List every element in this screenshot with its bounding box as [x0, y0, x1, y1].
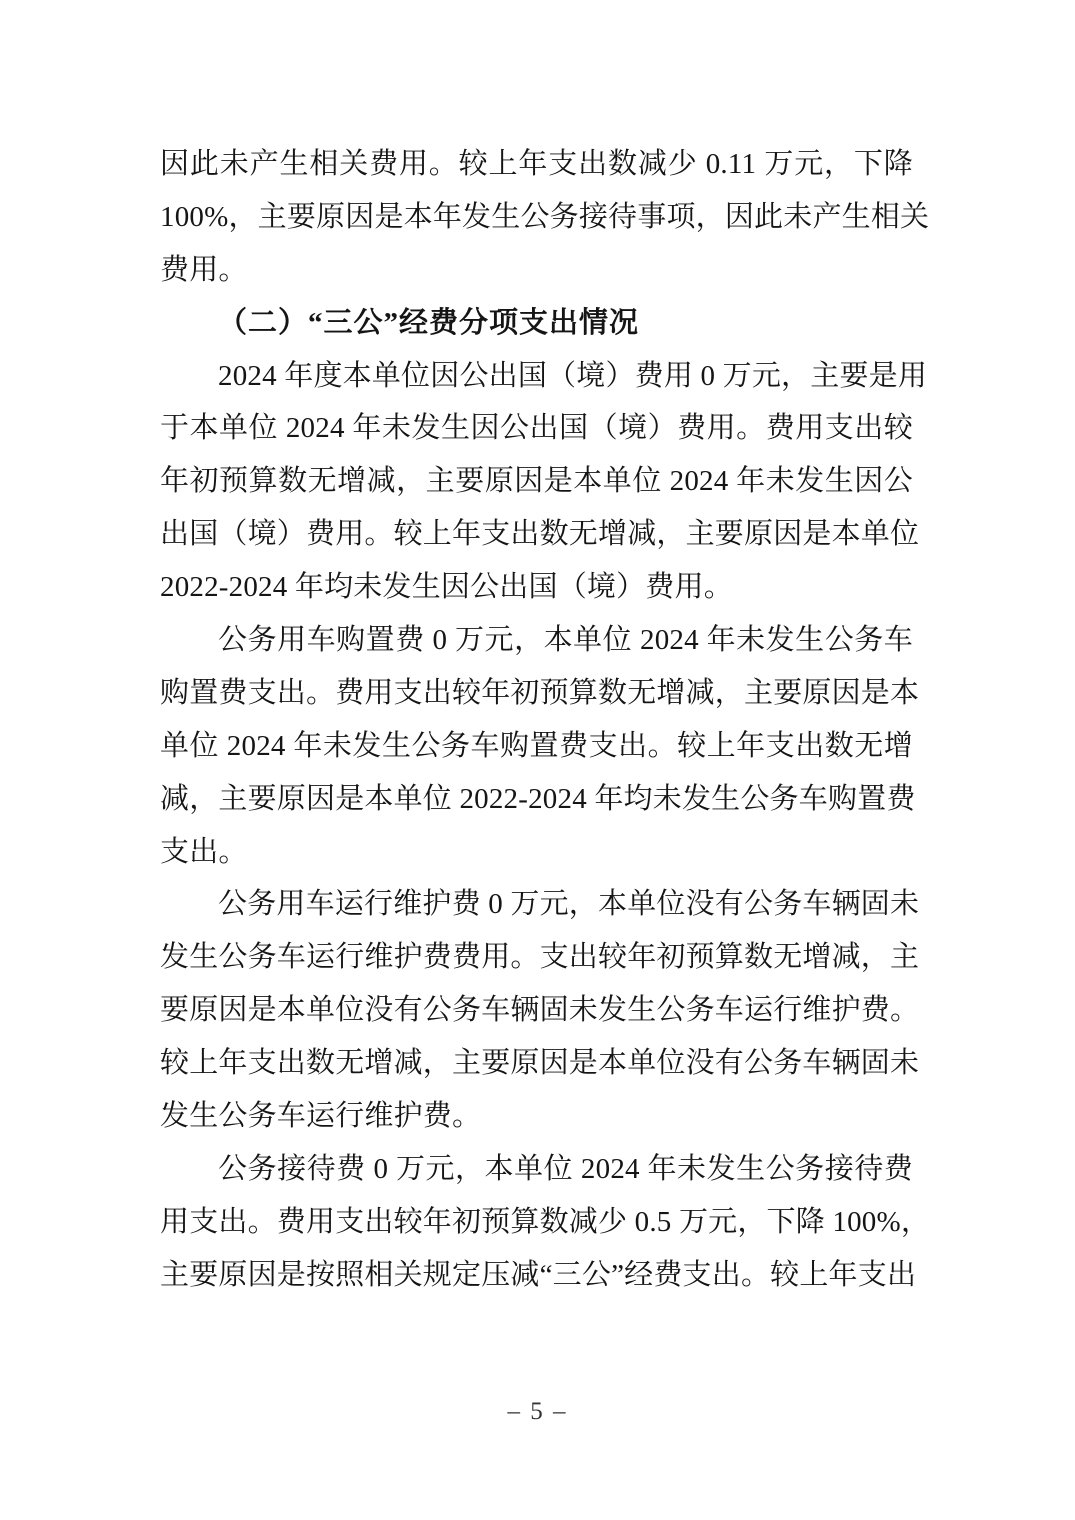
text-line: 因此未产生相关费用。较上年支出数减少 0.11 万元，下降: [160, 148, 913, 180]
page-number: – 5 –: [507, 1398, 568, 1425]
text-line: 单位 2024 年未发生公务车购置费支出。较上年支出数无增: [160, 729, 913, 762]
text-line: 2024 年度本单位因公出国（境）费用 0 万元，主要是用: [218, 359, 928, 392]
text-line: 发生公务车运行维护费。: [160, 1100, 482, 1133]
text-line: 费用。: [160, 253, 248, 286]
text-line: 主要原因是按照相关规定压减“三公”经费支出。较上年支出: [160, 1258, 917, 1291]
text-line: 较上年支出数无增减，主要原因是本单位没有公务车辆固未: [160, 1047, 920, 1080]
text-line: 公务接待费 0 万元，本单位 2024 年未发生公务接待费: [218, 1152, 913, 1185]
text-line: 100%，主要原因是本年发生公务接待事项，因此未产生相关: [160, 200, 930, 233]
text-line: 要原因是本单位没有公务车辆固未发生公务车运行维护费。: [160, 994, 920, 1027]
section-heading: （二）“三公”经费分项支出情况: [218, 306, 640, 339]
text-line: 用支出。费用支出较年初预算数减少 0.5 万元，下降 100%，: [160, 1205, 931, 1238]
text-line: 发生公务车运行维护费费用。支出较年初预算数无增减，主: [160, 941, 920, 974]
document-body: [160, 138, 931, 1302]
text-line: 支出。: [160, 835, 248, 868]
text-line: 公务用车购置费 0 万元，本单位 2024 年未发生公务车: [218, 624, 913, 657]
text-line: 年初预算数无增减，主要原因是本单位 2024 年未发生因公: [160, 465, 913, 498]
text-line: 购置费支出。费用支出较年初预算数无增减，主要原因是本: [160, 676, 920, 709]
text-line: 2022-2024 年均未发生因公出国（境）费用。: [160, 571, 733, 604]
text-line: 公务用车运行维护费 0 万元，本单位没有公务车辆固未: [218, 888, 920, 921]
text-line: 出国（境）费用。较上年支出数无增减，主要原因是本单位: [160, 518, 920, 551]
text-line: 减，主要原因是本单位 2022-2024 年均未发生公务车购置费: [160, 782, 916, 815]
text-line: 于本单位 2024 年未发生因公出国（境）费用。费用支出较: [160, 412, 913, 445]
